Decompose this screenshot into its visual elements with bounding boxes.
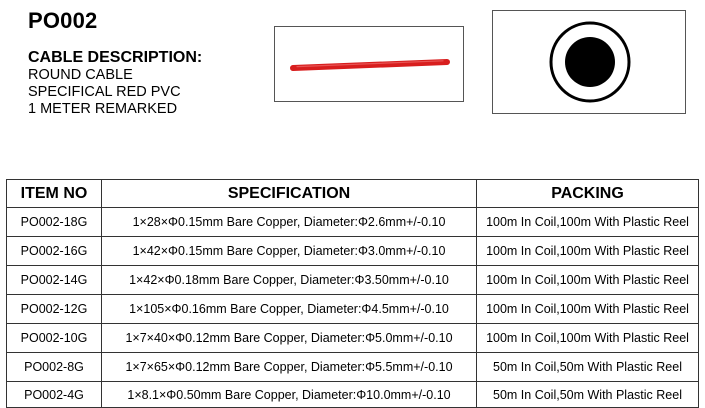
table-row [7,237,699,266]
product-code: PO002 [28,8,98,33]
header-item-no: ITEM NO [7,180,102,208]
item-no-cell: PO002-8G [7,353,102,382]
description-heading: CABLE DESCRIPTION: [28,49,203,66]
item-no-cell: PO002-18G [7,208,102,237]
cable-cross-section [492,10,686,114]
cable-description [28,49,202,118]
table-row [7,382,699,408]
table-row [7,266,699,295]
specification-table [6,179,699,408]
description-line: SPECIFICAL RED PVC [28,84,181,100]
specification-cell: 1×7×65×Φ0.12mm Bare Copper, Diameter:Φ5.5mm+/-0.10 [102,353,477,382]
specification-cell: 1×42×Φ0.15mm Bare Copper, Diameter:Φ3.0mm+/-0.10 [102,237,477,266]
item-no-cell: PO002-16G [7,237,102,266]
table-row [7,208,699,237]
packing-cell: 100m In Coil,100m With Plastic Reel [477,324,699,353]
item-no-cell: PO002-10G [7,324,102,353]
specification-cell: 1×7×40×Φ0.12mm Bare Copper, Diameter:Φ5.0mm+/-0.10 [102,324,477,353]
item-no-cell: PO002-4G [7,382,102,408]
table-header-row [7,180,699,208]
cross-section-diagram [493,11,685,113]
specification-cell: 1×8.1×Φ0.50mm Bare Copper, Diameter:Φ10.0mm+/-0.10 [102,382,477,408]
header-specification: SPECIFICATION [102,180,477,208]
table-row [7,324,699,353]
packing-cell: 50m In Coil,50m With Plastic Reel [477,382,699,408]
table-row [7,353,699,382]
cable-photo [274,26,464,102]
packing-cell: 100m In Coil,100m With Plastic Reel [477,237,699,266]
specification-cell: 1×28×Φ0.15mm Bare Copper, Diameter:Φ2.6mm+/-0.10 [102,208,477,237]
item-no-cell: PO002-14G [7,266,102,295]
packing-cell: 50m In Coil,50m With Plastic Reel [477,353,699,382]
description-line: 1 METER REMARKED [28,101,178,117]
item-no-cell: PO002-12G [7,295,102,324]
specification-cell: 1×42×Φ0.18mm Bare Copper, Diameter:Φ3.50mm+/-0.10 [102,266,477,295]
description-line: ROUND CABLE [28,67,133,83]
packing-cell: 100m In Coil,100m With Plastic Reel [477,295,699,324]
packing-cell: 100m In Coil,100m With Plastic Reel [477,266,699,295]
packing-cell: 100m In Coil,100m With Plastic Reel [477,208,699,237]
red-cable-illustration [275,27,463,101]
specification-cell: 1×105×Φ0.16mm Bare Copper, Diameter:Φ4.5mm+/-0.10 [102,295,477,324]
header-packing: PACKING [477,180,699,208]
table-row [7,295,699,324]
